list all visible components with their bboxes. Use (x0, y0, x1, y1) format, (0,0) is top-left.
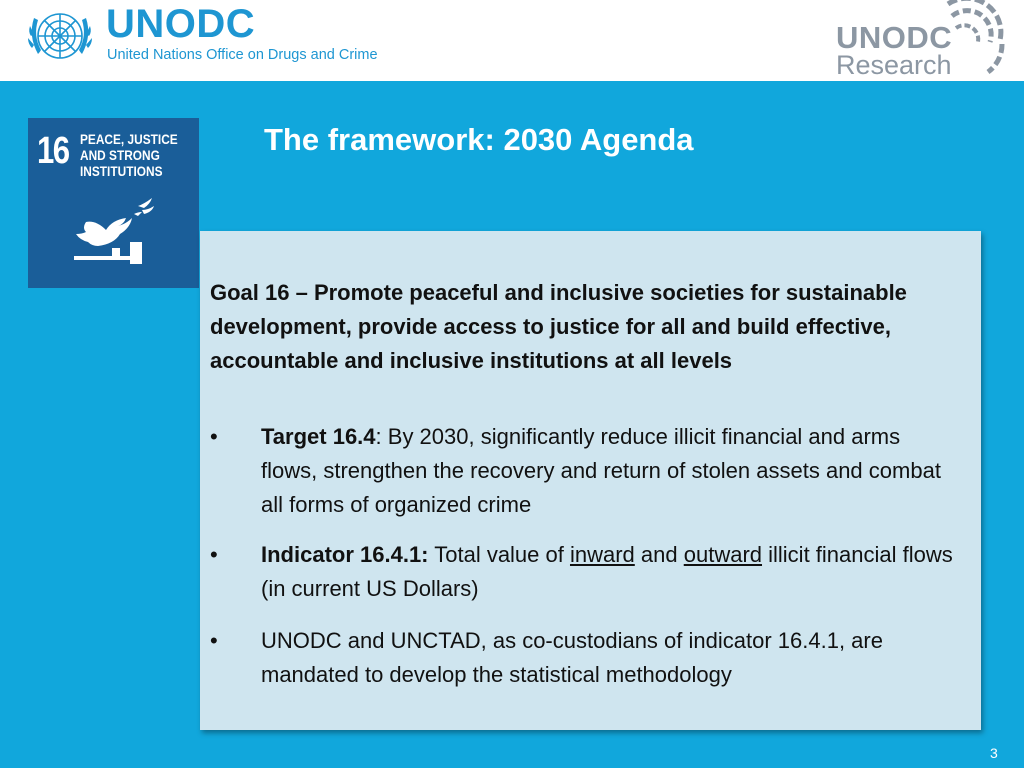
bullet-underlined: inward (569, 542, 635, 567)
slide-title: The framework: 2030 Agenda (264, 122, 694, 157)
research-logo-sub: Research (836, 50, 952, 80)
bullet-body: : By 2030, significantly reduce illicit financial and arms flows, strengthen the recovery and return of stolen assets and combat all forms of organized crime (261, 424, 941, 517)
bullet-body: illicit financial flows (in current US Dollars) (261, 542, 953, 601)
bullet-label: Target 16.4 (261, 424, 376, 449)
bullet-text: UNODC and UNCTAD, as co-custodians of indicator 16.4.1, are mandated to develop the statistical methodology (261, 628, 883, 687)
bullet-marker: • (210, 628, 218, 653)
header-bar (0, 0, 1024, 81)
research-logo-name: UNODC (836, 20, 953, 55)
goal-heading: Goal 16 – Promote peaceful and inclusive societies for sustainable development, provide access to justice for all and build effective, accountable and inclusive institutions at all levels (210, 280, 907, 373)
bullet-text (261, 538, 961, 606)
bullet-underlined: outward (683, 542, 763, 567)
bullet-label: Indicator 16.4.1: (261, 542, 429, 567)
content-box (200, 231, 981, 730)
bullet-body: and (634, 542, 684, 567)
unodc-research-logo (830, 0, 1015, 81)
bullet-body: Total value of (428, 542, 570, 567)
dove-and-gavel-icon (72, 196, 162, 270)
unodc-logo-text: UNODC (106, 2, 256, 46)
bullet-marker: • (210, 424, 218, 449)
sdg-title: PEACE, JUSTICE AND STRONG INSTITUTIONS (80, 132, 178, 179)
bullet-marker: • (210, 542, 218, 567)
sdg-16-tile (28, 118, 199, 288)
bullet-text (261, 420, 961, 522)
sdg-number: 16 (37, 130, 69, 172)
page-number: 3 (990, 745, 998, 761)
un-emblem-icon (24, 4, 96, 68)
unodc-logo-subtitle: United Nations Office on Drugs and Crime (107, 47, 378, 63)
